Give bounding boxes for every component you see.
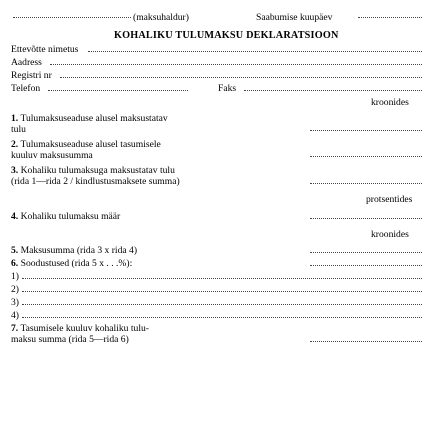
company-dotline <box>88 51 422 52</box>
sub-row-2-dotline <box>22 291 422 292</box>
row6-line1: 6. Soodustused (rida 5 x . . .%): <box>11 258 133 269</box>
row3-line2: (rida 1—rida 2 / kindlustusmaksete summa) <box>11 176 180 187</box>
row1-dotline <box>310 130 422 131</box>
sub-row-3-dotline <box>22 304 422 305</box>
row5-line1: 5. Maksusumma (rida 3 x rida 4) <box>11 245 138 256</box>
row2-line2: kuuluv maksusumma <box>11 150 93 161</box>
payer-label: (maksuhaldur) <box>133 12 189 23</box>
unit-kroons-1: kroonides <box>371 97 409 108</box>
row4-dotline <box>310 218 422 219</box>
row3-line1: 3. Kohaliku tulumaksuga maksustatav tulu <box>11 165 175 176</box>
fax-label: Faks <box>218 83 237 94</box>
phone-dotline <box>48 90 188 91</box>
sub-row-3: 3) <box>11 297 19 308</box>
row1-line1: 1. Tulumaksuseaduse alusel maksustatav <box>11 113 168 124</box>
address-label: Aadress <box>11 57 42 68</box>
page-title: KOHALIKU TULUMAKSU DEKLARATSIOON <box>114 30 339 41</box>
sub-row-2: 2) <box>11 284 19 295</box>
fax-dotline <box>244 90 422 91</box>
row7-line1: 7. Tasumisele kuuluv kohaliku tulu- <box>11 323 149 334</box>
row3-dotline <box>310 183 422 184</box>
sub-row-1: 1) <box>11 271 19 282</box>
row2-line1: 2. Tulumaksuseaduse alusel tasumisele <box>11 139 161 150</box>
row2-dotline <box>310 156 422 157</box>
row5-dotline <box>310 252 422 253</box>
unit-kroons-2: kroonides <box>371 229 409 240</box>
row6-dotline <box>310 265 422 266</box>
unit-percent: protsentides <box>366 194 413 205</box>
phone-label: Telefon <box>11 83 41 94</box>
sub-row-1-dotline <box>22 278 422 279</box>
company-label: Ettevõtte nimetus <box>11 44 79 55</box>
row7-line2: maksu summa (rida 5—rida 6) <box>11 334 129 345</box>
date-label: Saabumise kuupäev <box>256 12 333 23</box>
registry-dotline <box>60 77 422 78</box>
sub-row-4-dotline <box>22 317 422 318</box>
row1-line2: tulu <box>11 124 26 135</box>
row7-dotline <box>310 341 422 342</box>
row4-line1: 4. Kohaliku tulumaksu määr <box>11 211 121 222</box>
payer-dotline <box>13 17 131 18</box>
registry-label: Registri nr <box>11 70 52 81</box>
sub-row-4: 4) <box>11 310 19 321</box>
address-dotline <box>50 64 422 65</box>
date-dotline <box>358 17 422 18</box>
